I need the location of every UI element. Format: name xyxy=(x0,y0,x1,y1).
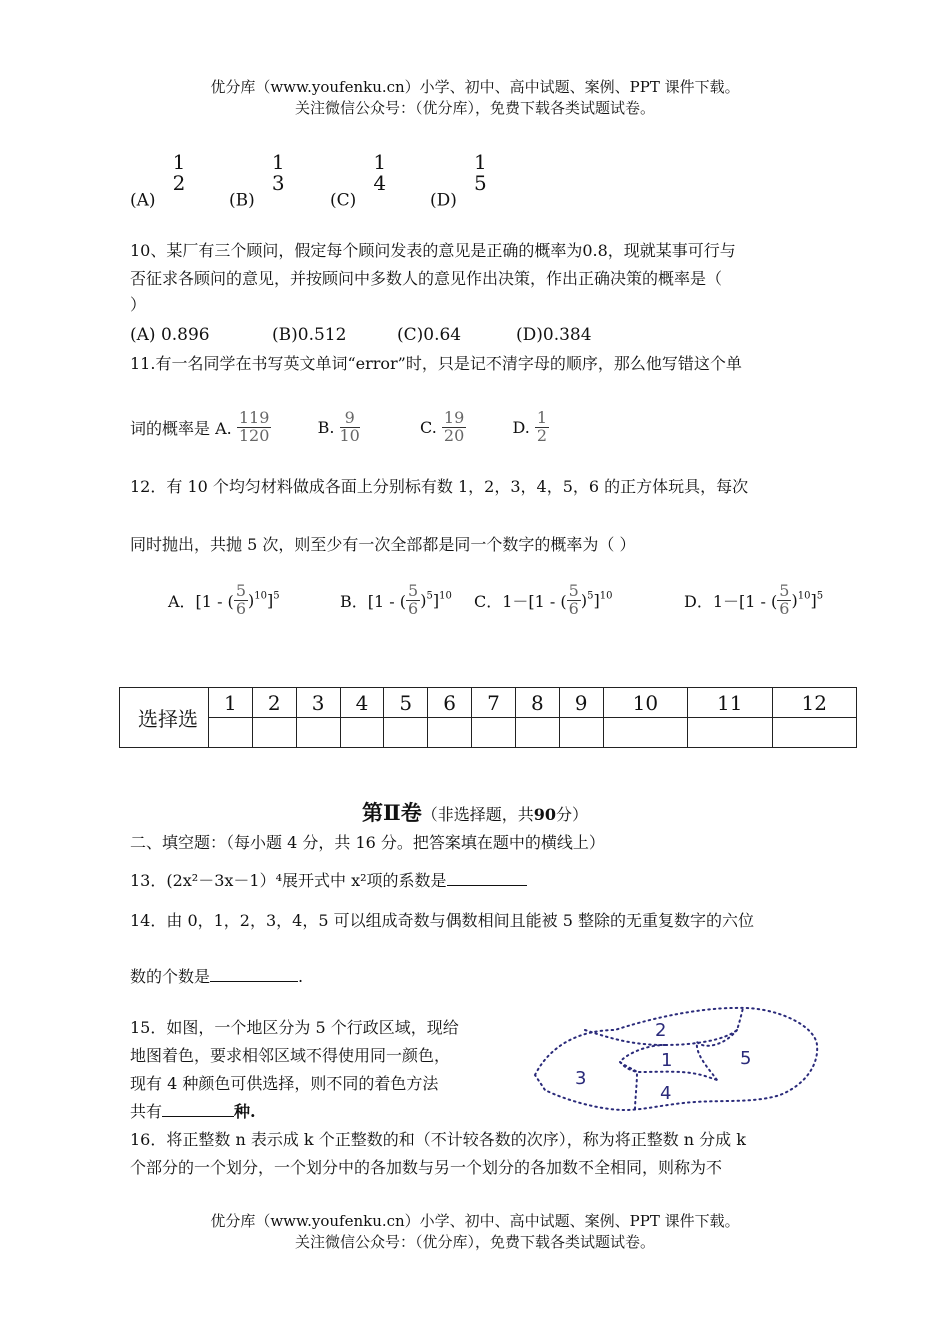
q15-line-1: 15．如图，一个地区分为 5 个行政区域，现给 xyxy=(130,1018,459,1037)
q14-blank[interactable] xyxy=(210,965,298,982)
answer-cell[interactable] xyxy=(472,718,516,748)
answer-number: 8 xyxy=(515,688,559,718)
region-label: 3 xyxy=(575,1068,587,1089)
answer-cell[interactable] xyxy=(384,718,428,748)
q9-option-c: (C) 1 4 xyxy=(330,150,387,211)
q15-blank[interactable] xyxy=(162,1100,234,1117)
q12-option-d: D．1－[1 - ( $\frac{5}{6}$ )$^{10}$]$^5$ xyxy=(684,581,824,618)
q13-blank[interactable] xyxy=(447,869,527,886)
q9-option-a: (A) 1 2 xyxy=(130,150,186,211)
region-label: 5 xyxy=(740,1048,752,1069)
q14-line-2: 数的个数是 . xyxy=(130,967,304,986)
answer-number: 7 xyxy=(472,688,516,718)
q14-line-1: 14．由 0，1，2，3，4，5 可以组成奇数与偶数相间且能被 5 整除的无重复数字的六位 xyxy=(130,911,754,930)
q12-option-b: B．[1 - ( $\frac{5}{6}$ )$^5$]$^{10}$ xyxy=(340,581,452,618)
q12-option-a: A．[1 - ( $\frac{5}{6}$ )$^{10}$]$^5$ xyxy=(168,581,280,618)
answer-number: 1 xyxy=(209,688,253,718)
section-heading: 二、填空题：（每小题 4 分，共 16 分。把答案填在题中的横线上） xyxy=(130,833,605,852)
q16-line-1: 16．将正整数 n 表示成 k 个正整数的和（不计较各数的次序），称为将正整数 n 分成 k xyxy=(130,1130,746,1149)
answer-cell[interactable] xyxy=(772,718,857,748)
q11-line-1: 11.有一名同学在书写英文单词“error”时，只是记不清字母的顺序，那么他写错这个单 xyxy=(130,354,742,373)
answer-cell[interactable] xyxy=(209,718,253,748)
region-label: 2 xyxy=(655,1020,667,1041)
q10-option-c: (C)0.64 xyxy=(397,325,462,345)
q15-line-2: 地图着色，要求相邻区域不得使用同一颜色， xyxy=(130,1046,451,1065)
q11-options: 词的概率是 A. $\frac{119}{120}$ B. $\frac{9}{10}$ C. $\frac{19}{20}$ D. $\frac{1}{2}$ xyxy=(130,408,548,445)
region-map-figure xyxy=(525,1000,825,1120)
answer-table xyxy=(119,687,857,748)
answer-number: 2 xyxy=(252,688,296,718)
q10-line-1: 10、某厂有三个顾问，假定每个顾问发表的意见是正确的概率为0.8，现就某事可行与 xyxy=(130,241,736,260)
answer-number: 3 xyxy=(296,688,340,718)
header-line-2: 关注微信公众号：（优分库），免费下载各类试题试卷。 xyxy=(294,99,655,117)
answer-number: 12 xyxy=(772,688,857,718)
q10-line-3: ） xyxy=(130,295,147,314)
answer-number: 4 xyxy=(340,688,384,718)
answer-number: 6 xyxy=(428,688,472,718)
answer-cell[interactable] xyxy=(340,718,384,748)
q10-option-a: (A) 0.896 xyxy=(130,325,210,345)
header-line-1: 优分库（www.youfenku.cn）小学、初中、高中试题、案例、PPT 课件下载。 xyxy=(210,78,740,96)
q10-option-b: (B)0.512 xyxy=(272,325,347,345)
q12-line-2: 同时抛出，共抛 5 次，则至少有一次全部都是同一个数字的概率为（ ） xyxy=(130,535,636,554)
q9-option-d: (D) 1 5 xyxy=(430,150,487,211)
answer-cell[interactable] xyxy=(428,718,472,748)
region-label: 4 xyxy=(660,1083,672,1104)
region-label: 1 xyxy=(661,1050,673,1071)
answer-cell[interactable] xyxy=(603,718,687,748)
answer-number: 11 xyxy=(688,688,772,718)
q15-line-4: 共有 种. xyxy=(130,1102,256,1121)
q9-option-b: (B) 1 3 xyxy=(229,150,285,211)
answer-cell[interactable] xyxy=(688,718,772,748)
answer-number: 9 xyxy=(559,688,603,718)
answer-cell[interactable] xyxy=(296,718,340,748)
answer-number: 10 xyxy=(603,688,687,718)
q16-line-2: 个部分的一个划分，一个划分中的各加数与另一个划分的各加数不全相同，则称为不 xyxy=(130,1158,723,1177)
q15-line-3: 现有 4 种颜色可供选择，则不同的着色方法 xyxy=(130,1074,439,1093)
footer-line-2: 关注微信公众号：（优分库），免费下载各类试题试卷。 xyxy=(294,1233,655,1251)
q10-option-d: (D)0.384 xyxy=(516,325,592,345)
answer-number: 5 xyxy=(384,688,428,718)
q10-line-2: 否征求各顾问的意见，并按顾问中多数人的意见作出决策，作出正确决策的概率是（ xyxy=(130,269,723,288)
answer-table-label: 选择选 xyxy=(120,688,209,748)
answer-cell[interactable] xyxy=(559,718,603,748)
q13: 13．(2x²－3x－1）⁴展开式中 x²项的系数是 xyxy=(130,866,527,896)
q12-option-c: C．1－[1 - ( $\frac{5}{6}$ )$^5$]$^{10}$ xyxy=(474,581,613,618)
footer-line-1: 优分库（www.youfenku.cn）小学、初中、高中试题、案例、PPT 课件下载。 xyxy=(210,1212,740,1230)
answer-cell[interactable] xyxy=(252,718,296,748)
q12-line-1: 12．有 10 个均匀材料做成各面上分别标有数 1，2，3，4，5，6 的正方体玩具，每次 xyxy=(130,477,749,496)
part2-title: 第Ⅱ卷（非选择题，共90分） xyxy=(362,800,588,825)
answer-cell[interactable] xyxy=(515,718,559,748)
